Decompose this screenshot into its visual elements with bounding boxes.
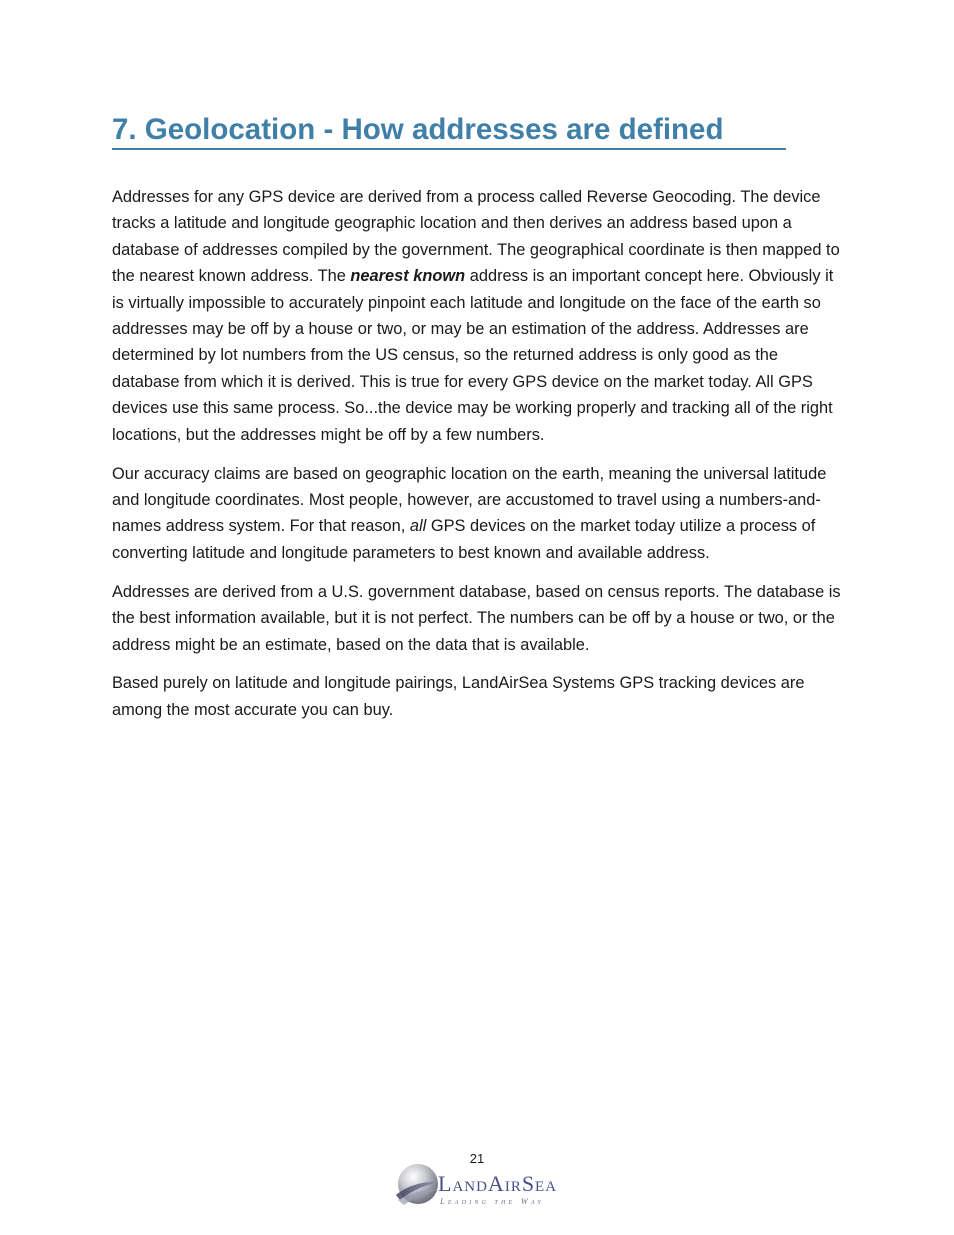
- emphasis-nearest-known: nearest known: [350, 267, 466, 286]
- paragraph-reverse-geocoding: [112, 184, 842, 448]
- paragraph-accuracy-claims: [112, 461, 842, 567]
- logo-wordmark: LandAirSea: [438, 1171, 558, 1196]
- section-heading: 7. Geolocation - How addresses are defined: [112, 112, 786, 150]
- paragraph-text: Our accuracy claims are based on geographic location on the earth, meaning the universal latitude and longitude coordinates. Most people, however, are accustomed to travel using a numbers-and-names address system. For that reason,: [112, 464, 827, 536]
- body-text: [112, 184, 842, 736]
- paragraph-text: Addresses for any GPS device are derived from a process called Reverse Geocoding. The device tracks a latitude and longitude geographic location and then derives an address based upon a database of addresses compiled by the government. The geographical coordinate is then mapped to the nearest known address. The: [112, 188, 840, 286]
- paragraph-text: address is an important concept here. Obviously it is virtually impossible to accurately pinpoint each latitude and longitude on the face of the earth so addresses may be off by a house or two, or may be an estimation of the address. Addresses are determined by lot numbers from the US census, so the returned address is only good as the database from which it is derived. This is true for every GPS device on the market today. All GPS devices use this same process. So...the device may be working properly and tracking all of the right locations, but the addresses might be off by a few numbers.: [112, 267, 834, 444]
- paragraph-text: GPS devices on the market today utilize a process of converting latitude and longitude parameters to best known and available address.: [112, 517, 816, 562]
- paragraph-census-database: Addresses are derived from a U.S. government database, based on census reports. The database is the best information available, but it is not perfect. The numbers can be off by a house or two, or the address might be an estimate, based on the data that is available.: [112, 582, 841, 654]
- logo-tagline: Leading the Way: [440, 1196, 545, 1206]
- globe-swoosh-icon: [394, 1162, 440, 1208]
- paragraph-accuracy-summary: Based purely on latitude and longitude pairings, LandAirSea Systems GPS tracking devices are among the most accurate you can buy.: [112, 674, 805, 719]
- emphasis-all: all: [409, 517, 427, 536]
- company-logo: [394, 1162, 564, 1210]
- page-number: 21: [469, 1151, 485, 1166]
